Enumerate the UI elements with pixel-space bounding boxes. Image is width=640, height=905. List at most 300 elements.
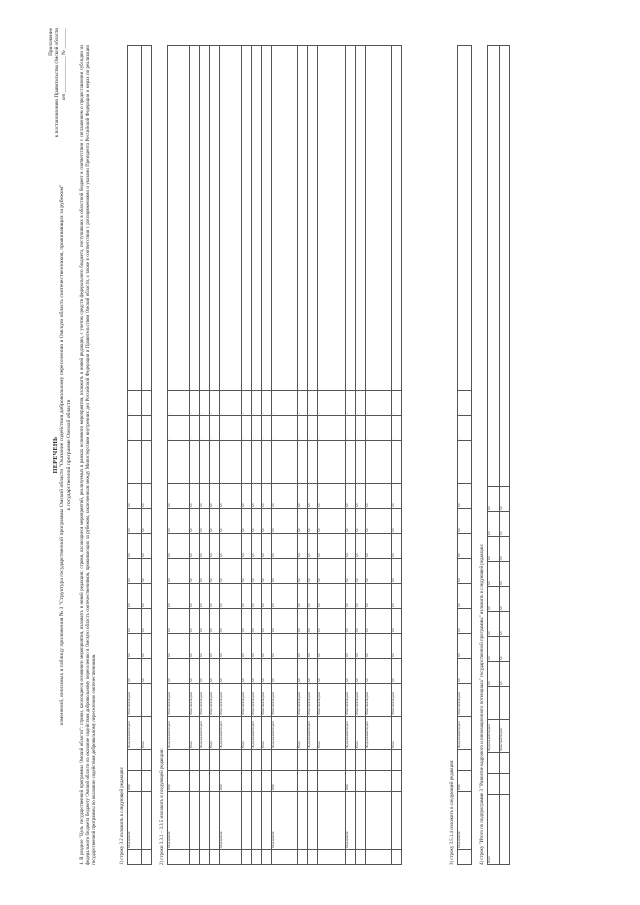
approval-line-1: Приложение bbox=[48, 28, 54, 56]
table-cell: - bbox=[392, 391, 402, 416]
table-cell bbox=[488, 687, 500, 720]
table-cell: 0,0 bbox=[392, 584, 402, 609]
table-section-4 bbox=[487, 45, 510, 865]
table-cell bbox=[356, 792, 366, 850]
table-cell bbox=[392, 792, 402, 850]
table-cell: 0,0 bbox=[210, 559, 220, 584]
table-cell: Областной бюджет bbox=[392, 684, 402, 717]
table-cell: Федеральный бюджет bbox=[272, 717, 298, 750]
table-cell: 0,0 bbox=[458, 659, 472, 684]
table-cell bbox=[298, 850, 308, 865]
table-cell: 0,0 bbox=[220, 559, 242, 584]
table-cell bbox=[366, 792, 392, 850]
table-cell: Областной бюджет bbox=[366, 684, 392, 717]
table-cell bbox=[272, 850, 298, 865]
table-cell: 0,0 bbox=[252, 509, 262, 534]
table-row bbox=[298, 46, 308, 865]
table-cell bbox=[500, 753, 510, 774]
table-cell bbox=[168, 750, 190, 771]
table-cell: 0,0 bbox=[346, 559, 356, 584]
table-cell: 0,0 bbox=[142, 634, 152, 659]
table-cell bbox=[200, 441, 210, 484]
table-cell: Мероприятие bbox=[346, 792, 356, 850]
table-cell bbox=[242, 771, 252, 792]
table-cell: Всего bbox=[488, 795, 500, 865]
table-cell bbox=[500, 795, 510, 865]
table-cell bbox=[458, 46, 472, 391]
table-cell: 0,0 bbox=[308, 509, 318, 534]
document-subtitle-2: к государственной программе Омской области bbox=[66, 399, 72, 511]
table-row bbox=[168, 46, 190, 865]
table-cell: - bbox=[242, 391, 252, 416]
table-cell: 0,0 bbox=[220, 659, 242, 684]
table-cell bbox=[142, 750, 152, 771]
table-cell: 0,0 bbox=[168, 584, 190, 609]
table-cell: - bbox=[298, 391, 308, 416]
table-cell: 0,0 bbox=[272, 634, 298, 659]
table-cell bbox=[200, 792, 210, 850]
table-cell bbox=[308, 792, 318, 850]
table-cell: Мероприятие bbox=[168, 792, 190, 850]
table-row bbox=[366, 46, 392, 865]
table-cell: Областной бюджет bbox=[220, 684, 242, 717]
table-cell bbox=[272, 441, 298, 484]
table-cell: 0,0 bbox=[128, 659, 142, 684]
table-cell bbox=[128, 850, 142, 865]
table-cell: Федеральный бюджет bbox=[488, 720, 500, 753]
table-cell: - bbox=[346, 391, 356, 416]
table-cell: - bbox=[392, 416, 402, 441]
table-row bbox=[318, 46, 346, 865]
table-cell: Всего bbox=[318, 717, 346, 750]
table-cell: 0,0 bbox=[500, 637, 510, 662]
table-cell: 0,0 bbox=[200, 659, 210, 684]
table-cell bbox=[392, 771, 402, 792]
table-cell: 0,0 bbox=[252, 559, 262, 584]
table-cell: 0,0 bbox=[128, 609, 142, 634]
table-cell bbox=[356, 46, 366, 391]
table-cell bbox=[200, 750, 210, 771]
table-cell: 0,0 bbox=[366, 484, 392, 509]
table-cell bbox=[242, 46, 252, 391]
table-cell bbox=[252, 771, 262, 792]
table-cell: 0,0 bbox=[210, 484, 220, 509]
table-cell: 0,0 bbox=[190, 559, 200, 584]
table-cell: 0,0 bbox=[356, 584, 366, 609]
table-cell: 0,0 bbox=[500, 487, 510, 512]
table-cell bbox=[298, 750, 308, 771]
table-cell: 0,0 bbox=[488, 662, 500, 687]
table-cell: 0,0 bbox=[128, 484, 142, 509]
table-cell: Федеральный бюджет bbox=[308, 717, 318, 750]
table-cell: 0,0 bbox=[242, 559, 252, 584]
table-cell bbox=[242, 850, 252, 865]
table-cell bbox=[262, 46, 272, 391]
table-cell: 0,0 bbox=[128, 584, 142, 609]
table-cell: 0,0 bbox=[488, 612, 500, 637]
table-cell: 2020 bbox=[168, 771, 190, 792]
table-cell bbox=[308, 771, 318, 792]
table-cell: Областной бюджет bbox=[242, 684, 252, 717]
table-cell bbox=[220, 850, 242, 865]
table-cell: 0,0 bbox=[500, 612, 510, 637]
table-row bbox=[220, 46, 242, 865]
table-cell: 0,0 bbox=[142, 659, 152, 684]
table-cell: 0,0 bbox=[242, 634, 252, 659]
table-cell: Областной бюджет bbox=[128, 684, 142, 717]
table-cell: Всего bbox=[356, 717, 366, 750]
table-cell: 0,0 bbox=[190, 609, 200, 634]
table-cell bbox=[308, 441, 318, 484]
table-row bbox=[252, 46, 262, 865]
table-cell: 0,0 bbox=[346, 609, 356, 634]
table-cell: 0,0 bbox=[142, 584, 152, 609]
table-cell: Всего bbox=[242, 717, 252, 750]
table-cell bbox=[366, 441, 392, 484]
table-cell: 0,0 bbox=[168, 534, 190, 559]
table-cell: - bbox=[356, 416, 366, 441]
table-cell: - bbox=[168, 391, 190, 416]
table-cell: 2020 bbox=[220, 771, 242, 792]
table-cell: 0,0 bbox=[252, 609, 262, 634]
table-cell bbox=[346, 441, 356, 484]
table-cell: 0,0 bbox=[128, 509, 142, 534]
table-cell: 0,0 bbox=[220, 534, 242, 559]
table-cell bbox=[142, 792, 152, 850]
table-cell: 0,0 bbox=[142, 484, 152, 509]
table-cell bbox=[262, 792, 272, 850]
table-cell: 0,0 bbox=[210, 534, 220, 559]
table-cell: - bbox=[190, 391, 200, 416]
table-cell: - bbox=[346, 416, 356, 441]
table-cell bbox=[298, 771, 308, 792]
table-cell: 0,0 bbox=[298, 484, 308, 509]
table-cell: 0,0 bbox=[252, 584, 262, 609]
table-cell: 0,0 bbox=[308, 584, 318, 609]
approval-line-2: к постановлению Правительства Омской области bbox=[54, 28, 61, 138]
table-cell: 0,0 bbox=[500, 587, 510, 612]
table-cell: - bbox=[272, 416, 298, 441]
table-cell bbox=[346, 750, 356, 771]
table-cell: Областной бюджет bbox=[346, 684, 356, 717]
table-cell: 0,0 bbox=[356, 509, 366, 534]
table-cell: 0,0 bbox=[272, 484, 298, 509]
table-cell: - bbox=[262, 416, 272, 441]
table-cell: 0,0 bbox=[200, 509, 210, 534]
table-cell: - bbox=[128, 416, 142, 441]
table-cell bbox=[488, 774, 500, 795]
table-row bbox=[500, 46, 510, 865]
table-cell bbox=[392, 441, 402, 484]
table-cell: 0,0 bbox=[168, 484, 190, 509]
table-cell: - bbox=[366, 416, 392, 441]
table-cell: 0,0 bbox=[262, 509, 272, 534]
table-cell bbox=[356, 850, 366, 865]
approval-line-3: от ______________ № ________ bbox=[60, 28, 67, 101]
table-cell bbox=[392, 850, 402, 865]
table-cell: 0,0 bbox=[318, 634, 346, 659]
table-cell bbox=[318, 850, 346, 865]
table-cell: 0,0 bbox=[262, 534, 272, 559]
table-cell: 0,0 bbox=[346, 484, 356, 509]
table-cell bbox=[210, 441, 220, 484]
table-cell: 0,0 bbox=[210, 509, 220, 534]
table-cell: Федеральный бюджет bbox=[252, 717, 262, 750]
table-cell bbox=[210, 771, 220, 792]
table-cell bbox=[220, 441, 242, 484]
table-cell: 0,0 bbox=[366, 509, 392, 534]
table-cell bbox=[308, 750, 318, 771]
table-cell: 0,0 bbox=[356, 609, 366, 634]
section-1-label: 1) строку 3.2 изложить в следующей редакции: bbox=[120, 766, 125, 865]
table-cell bbox=[190, 792, 200, 850]
table-cell: 0,0 bbox=[458, 634, 472, 659]
table-cell bbox=[356, 750, 366, 771]
table-cell: 0,0 bbox=[500, 562, 510, 587]
table-cell bbox=[392, 750, 402, 771]
table-section-3 bbox=[457, 45, 472, 865]
table-cell: 2020 bbox=[458, 771, 472, 792]
table-cell bbox=[262, 750, 272, 771]
table-cell bbox=[458, 850, 472, 865]
table-cell bbox=[298, 46, 308, 391]
table-cell: - bbox=[242, 416, 252, 441]
table-cell: - bbox=[252, 416, 262, 441]
table-section-1 bbox=[127, 45, 152, 865]
table-cell: 0,0 bbox=[142, 559, 152, 584]
table-cell bbox=[318, 750, 346, 771]
table-cell: 0,0 bbox=[168, 609, 190, 634]
table-cell: - bbox=[210, 416, 220, 441]
table-cell: Всего bbox=[392, 717, 402, 750]
table-cell: 0,0 bbox=[392, 509, 402, 534]
table-cell: 0,0 bbox=[210, 609, 220, 634]
table-cell: Мероприятие bbox=[458, 792, 472, 850]
table-row bbox=[210, 46, 220, 865]
table-cell bbox=[190, 441, 200, 484]
table-cell: 0,0 bbox=[220, 584, 242, 609]
table-cell bbox=[128, 46, 142, 391]
table-cell: 0,0 bbox=[366, 659, 392, 684]
table-cell: 0,0 bbox=[366, 534, 392, 559]
table-cell bbox=[458, 441, 472, 484]
table-cell: - bbox=[458, 391, 472, 416]
table-cell: 0,0 bbox=[458, 584, 472, 609]
section-3-label: 3) строку 3.5.1.4 изложить в следующей редакции: bbox=[450, 759, 455, 865]
table-cell: 0,0 bbox=[252, 484, 262, 509]
table-cell: 0,0 bbox=[272, 534, 298, 559]
table-cell: Областной бюджет bbox=[252, 684, 262, 717]
table-cell bbox=[128, 441, 142, 484]
table-cell: 0,0 bbox=[318, 509, 346, 534]
table-cell: 0,0 bbox=[308, 634, 318, 659]
table-cell: 0,0 bbox=[242, 534, 252, 559]
table-cell: - bbox=[210, 391, 220, 416]
table-cell: 0,0 bbox=[200, 559, 210, 584]
table-cell: 0,0 bbox=[220, 609, 242, 634]
table-cell bbox=[252, 850, 262, 865]
table-cell bbox=[200, 46, 210, 391]
table-cell: 0,0 bbox=[200, 584, 210, 609]
table-cell bbox=[500, 46, 510, 487]
table-cell: 0,0 bbox=[458, 609, 472, 634]
document-title-block bbox=[52, 125, 73, 785]
table-cell bbox=[142, 46, 152, 391]
table-cell bbox=[252, 792, 262, 850]
table-row bbox=[142, 46, 152, 865]
table-cell bbox=[210, 792, 220, 850]
table-cell bbox=[318, 771, 346, 792]
document-title: ПЕРЕЧЕНЬ bbox=[52, 436, 59, 474]
table-cell: Всего bbox=[142, 717, 152, 750]
table-cell: 0,0 bbox=[356, 659, 366, 684]
table-cell bbox=[272, 46, 298, 391]
table-cell bbox=[272, 750, 298, 771]
table-cell: 0,0 bbox=[168, 559, 190, 584]
table-cell: - bbox=[128, 391, 142, 416]
table-cell bbox=[142, 771, 152, 792]
table-cell: 0,0 bbox=[392, 534, 402, 559]
table-cell bbox=[488, 753, 500, 774]
table-cell bbox=[190, 850, 200, 865]
table-cell: 0,0 bbox=[220, 509, 242, 534]
table-cell: 0,0 bbox=[272, 609, 298, 634]
table-row bbox=[488, 46, 500, 865]
table-cell bbox=[262, 441, 272, 484]
table-cell: 0,0 bbox=[318, 559, 346, 584]
table-cell: 0,0 bbox=[366, 609, 392, 634]
table-cell: Областной бюджет bbox=[500, 720, 510, 753]
table-cell bbox=[190, 771, 200, 792]
table-cell: 0,0 bbox=[272, 584, 298, 609]
table-cell bbox=[346, 850, 356, 865]
table-cell: Областной бюджет bbox=[168, 684, 190, 717]
table-cell: 0,0 bbox=[366, 559, 392, 584]
intro-paragraph: 1. В разделе "Цель государственной программы Омской области": строки, касающиеся основного мероприятия, изложить в новой редакции; строки, касающиеся мероприятий, реализуемых в рамках основного мероприятия, изложить в новой редакции, с учетом средств федерального бюджета, поступивших в областной бюджет в соответствии с соглашением о предоставлении субсидии из федерального бюджета бюджету Омской области на оказание содействия добровольному переселению в Омскую область соотечественников, проживающих за рубежом, заключенным между Министерством внутренних дел Российской Федерации и Правительством Омской области, а также в соответствии с распоряжениями и указами Президента Российской Федерации о мерах по реализации государственной программы по оказанию содействия добровольному переселению соотечественников. bbox=[80, 45, 98, 865]
table-cell: 0,0 bbox=[308, 534, 318, 559]
table-cell: Областной бюджет bbox=[200, 684, 210, 717]
table-cell: - bbox=[220, 416, 242, 441]
table-cell: 0,0 bbox=[262, 609, 272, 634]
table-cell bbox=[262, 850, 272, 865]
table-cell: 0,0 bbox=[298, 584, 308, 609]
table-cell: Областной бюджет bbox=[210, 684, 220, 717]
table-cell bbox=[190, 750, 200, 771]
table-cell bbox=[366, 850, 392, 865]
table-row bbox=[458, 46, 472, 865]
table-cell: 0,0 bbox=[366, 634, 392, 659]
table-cell: 0,0 bbox=[318, 609, 346, 634]
table-row bbox=[356, 46, 366, 865]
table-cell: 0,0 bbox=[318, 534, 346, 559]
table-cell: 0,0 bbox=[220, 484, 242, 509]
table-cell: - bbox=[318, 391, 346, 416]
table-cell: 0,0 bbox=[262, 484, 272, 509]
table-row bbox=[392, 46, 402, 865]
table-cell bbox=[308, 850, 318, 865]
table-cell: 0,0 bbox=[488, 537, 500, 562]
table-cell bbox=[318, 792, 346, 850]
table-cell: 0,0 bbox=[488, 587, 500, 612]
table-cell: 0,0 bbox=[298, 609, 308, 634]
table-cell: 0,0 bbox=[318, 659, 346, 684]
table-cell: 0,0 bbox=[308, 559, 318, 584]
table-cell: 0,0 bbox=[458, 484, 472, 509]
table-cell: 0,0 bbox=[190, 509, 200, 534]
table-cell bbox=[458, 750, 472, 771]
table-cell: 2020 bbox=[128, 771, 142, 792]
table-row bbox=[242, 46, 252, 865]
table-cell bbox=[366, 771, 392, 792]
table-cell: 0,0 bbox=[262, 584, 272, 609]
table-cell: 0,0 bbox=[308, 609, 318, 634]
table-cell: - bbox=[308, 391, 318, 416]
table-cell: 0,0 bbox=[318, 484, 346, 509]
table-cell: 0,0 bbox=[252, 634, 262, 659]
table-cell: 0,0 bbox=[242, 584, 252, 609]
table-cell bbox=[262, 771, 272, 792]
table-cell: 0,0 bbox=[168, 634, 190, 659]
table-cell: 0,0 bbox=[142, 609, 152, 634]
table-cell: 0,0 bbox=[190, 659, 200, 684]
table-cell bbox=[242, 441, 252, 484]
table-cell bbox=[356, 771, 366, 792]
table-cell: - bbox=[308, 416, 318, 441]
table-row bbox=[128, 46, 142, 865]
table-cell: 0,0 bbox=[356, 534, 366, 559]
table-cell bbox=[210, 850, 220, 865]
table-cell: Областной бюджет bbox=[298, 684, 308, 717]
table-cell bbox=[210, 750, 220, 771]
table-cell: Областной бюджет bbox=[262, 684, 272, 717]
table-cell: 0,0 bbox=[190, 584, 200, 609]
table-cell: Федеральный бюджет bbox=[458, 717, 472, 750]
table-cell: 0,0 bbox=[298, 509, 308, 534]
table-cell: 0,0 bbox=[128, 534, 142, 559]
table-cell: - bbox=[356, 391, 366, 416]
table-cell: 0,0 bbox=[142, 534, 152, 559]
table-cell bbox=[252, 750, 262, 771]
table-cell: - bbox=[366, 391, 392, 416]
table-cell bbox=[500, 687, 510, 720]
table-cell bbox=[128, 750, 142, 771]
table-cell: Федеральный бюджет bbox=[200, 717, 210, 750]
table-cell: 0,0 bbox=[392, 659, 402, 684]
table-cell: Областной бюджет bbox=[272, 684, 298, 717]
table-cell: 0,0 bbox=[200, 609, 210, 634]
table-cell: 0,0 bbox=[500, 537, 510, 562]
table-cell bbox=[366, 46, 392, 391]
table-cell: Федеральный бюджет bbox=[366, 717, 392, 750]
table-cell: Федеральный бюджет bbox=[168, 717, 190, 750]
table-cell bbox=[298, 441, 308, 484]
table-cell: 0,0 bbox=[392, 559, 402, 584]
table-cell: 0,0 bbox=[500, 662, 510, 687]
table-cell: 0,0 bbox=[318, 584, 346, 609]
table-cell bbox=[356, 441, 366, 484]
table-cell: 0,0 bbox=[308, 484, 318, 509]
table-cell: 0,0 bbox=[220, 634, 242, 659]
table-cell: 0,0 bbox=[190, 634, 200, 659]
table-row bbox=[262, 46, 272, 865]
table-cell: 0,0 bbox=[272, 559, 298, 584]
table-cell: - bbox=[262, 391, 272, 416]
table-cell: Областной бюджет bbox=[356, 684, 366, 717]
table-cell bbox=[168, 850, 190, 865]
table-cell: 0,0 bbox=[210, 634, 220, 659]
table-cell: 0,0 bbox=[392, 484, 402, 509]
table-cell: 0,0 bbox=[488, 637, 500, 662]
